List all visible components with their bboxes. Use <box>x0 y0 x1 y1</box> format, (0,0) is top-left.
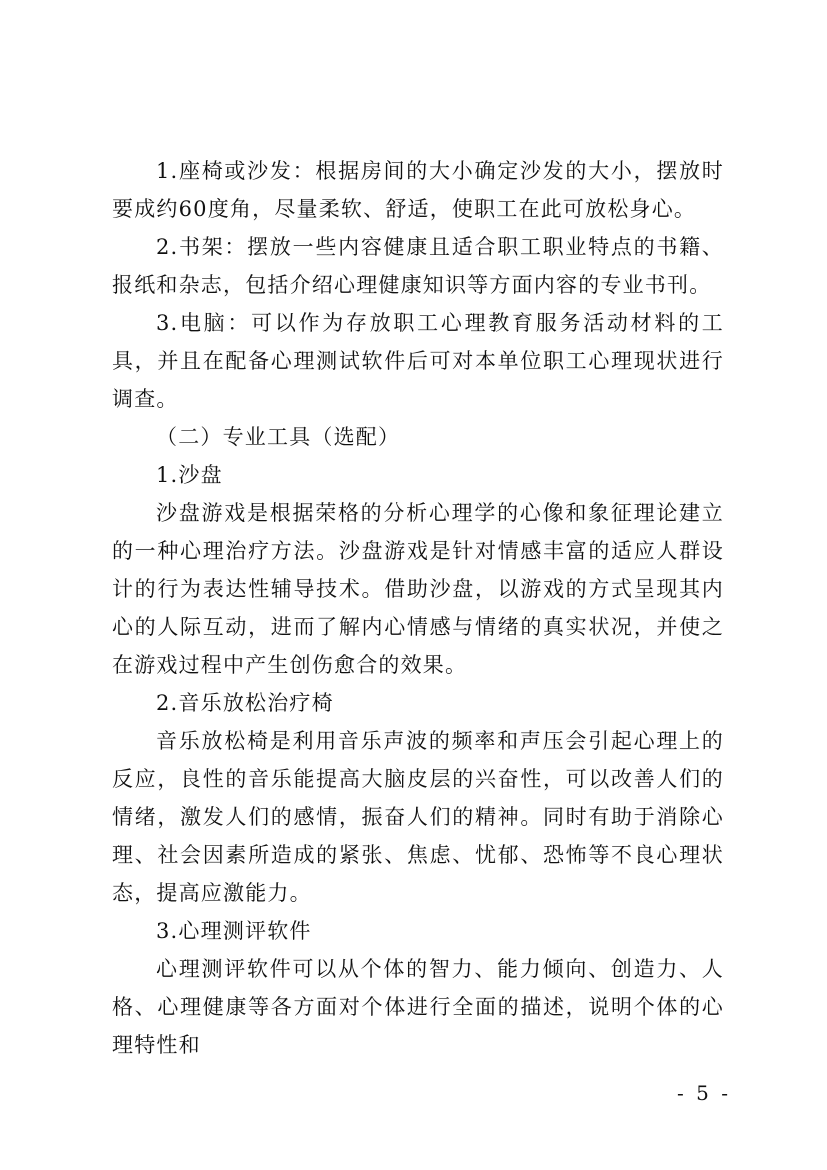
section-heading: （二）专业工具（选配） <box>156 425 401 449</box>
paragraph-software: 心理测评软件可以从个体的智力、能力倾向、创造力、人格、心理健康等各方面对个体进行全面的描述，说明个体的心理特性和 <box>112 957 724 1057</box>
subheading-software: 3.心理测评软件 <box>156 919 312 943</box>
paragraph-music-chair: 音乐放松椅是利用音乐声波的频率和声压会引起心理上的反应，良性的音乐能提高大脑皮层的兴奋性，可以改善人们的情绪，激发人们的感情，振奋人们的精神。同时有助于消除心理、社会因素所造成的紧张、焦虑、忧郁、恐怖等不良心理状态，提高应激能力。 <box>112 729 724 905</box>
subheading-sandplay: 1.沙盘 <box>156 463 223 487</box>
subheading-music-chair: 2.音乐放松治疗椅 <box>156 691 334 715</box>
paragraph-computer: 3.电脑：可以作为存放职工心理教育服务活动材料的工具，并且在配备心理测试软件后可对本单位职工心理现状进行调查。 <box>112 311 724 411</box>
paragraph-sofa: 1.座椅或沙发：根据房间的大小确定沙发的大小，摆放时要成约60度角，尽量柔软、舒适，使职工在此可放松身心。 <box>112 159 724 221</box>
paragraph-sandplay: 沙盘游戏是根据荣格的分析心理学的心像和象征理论建立的一种心理治疗方法。沙盘游戏是针对情感丰富的适应人群设计的行为表达性辅导技术。借助沙盘，以游戏的方式呈现其内心的人际互动，进而了解内心情感与情绪的真实状况，并使之在游戏过程中产生创伤愈合的效果。 <box>112 501 724 677</box>
page-number: - 5 - <box>677 1081 731 1105</box>
paragraph-bookshelf: 2.书架：摆放一些内容健康且适合职工职业特点的书籍、报纸和杂志，包括介绍心理健康知识等方面内容的专业书刊。 <box>112 235 724 297</box>
document-body <box>112 152 724 1064</box>
